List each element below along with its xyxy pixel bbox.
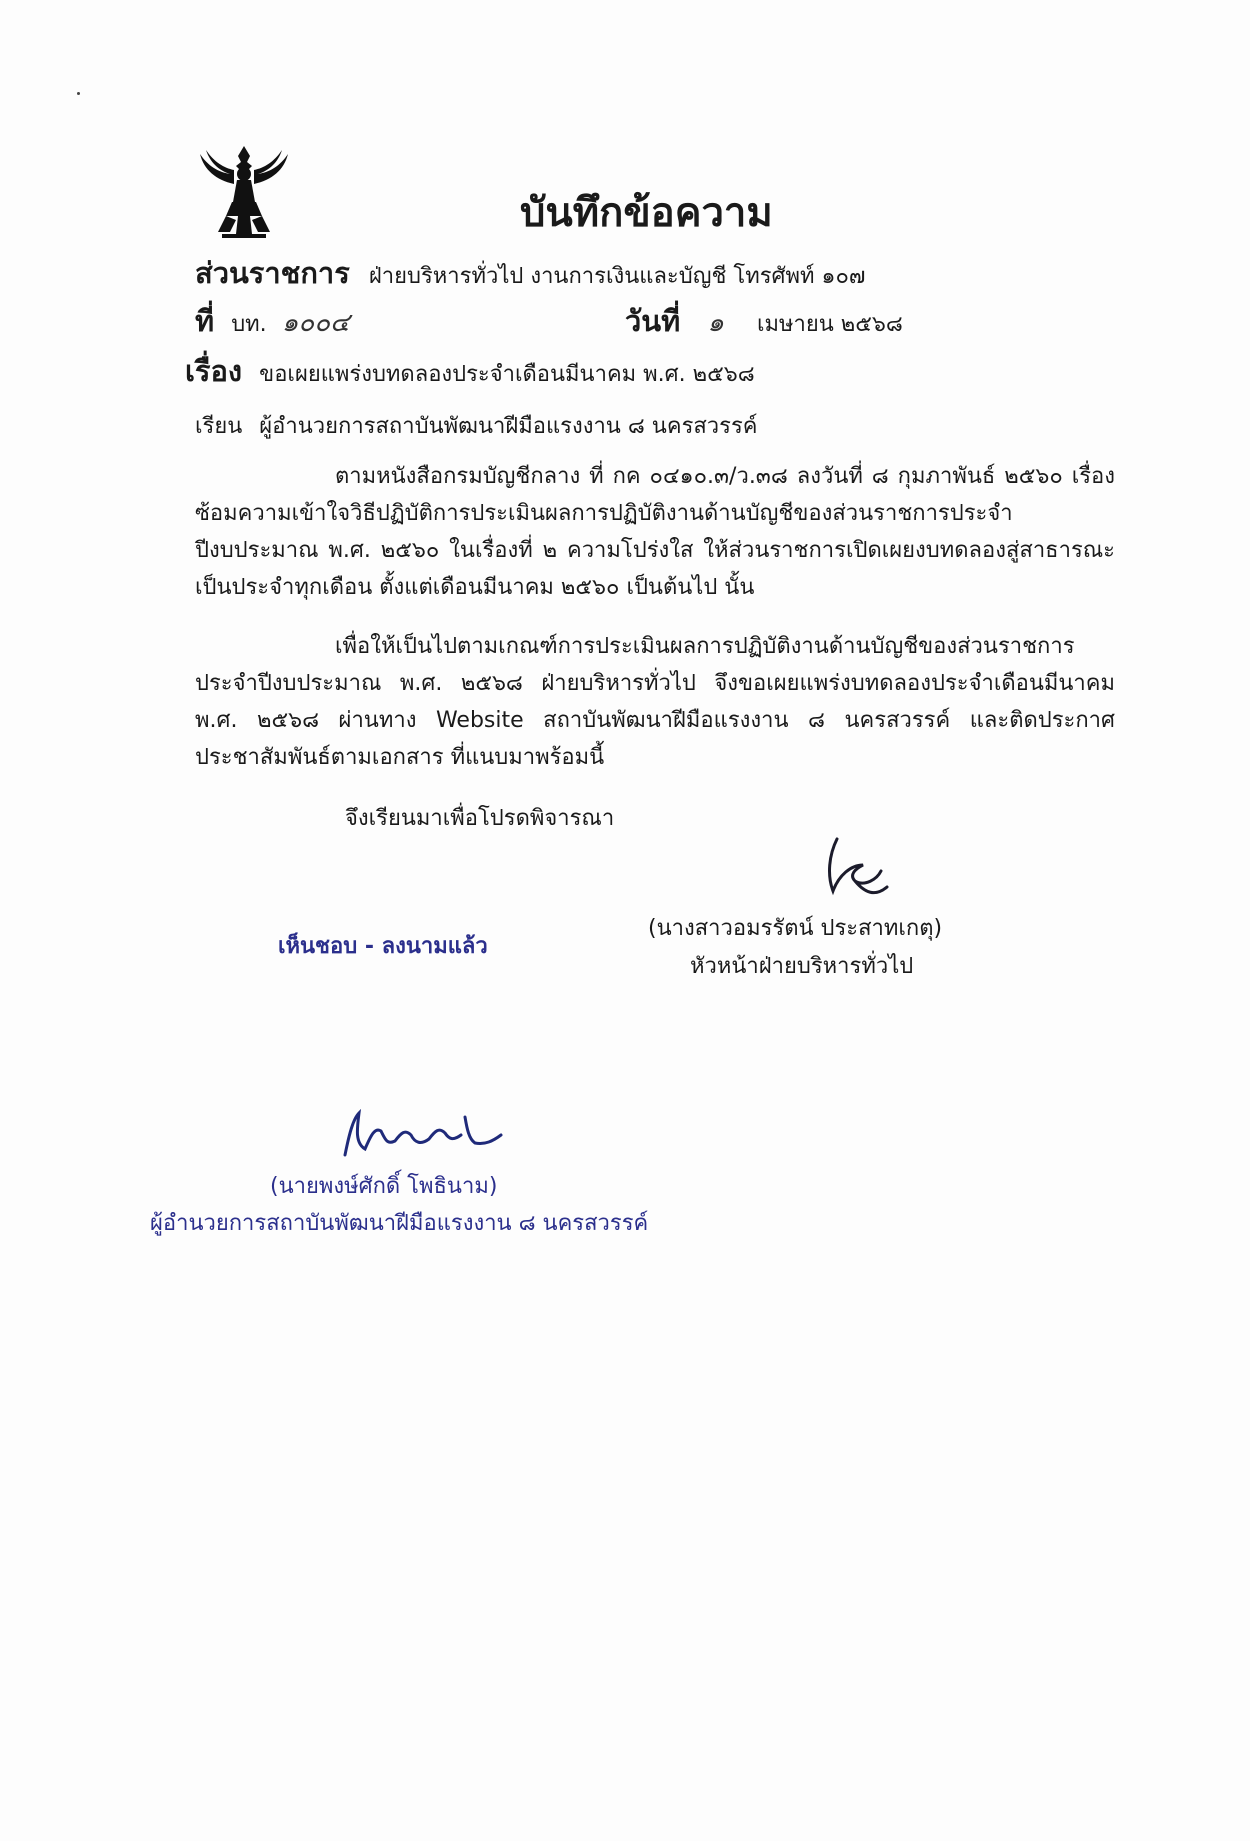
agency-label: ส่วนราชการ bbox=[195, 256, 350, 290]
approval-stamp: เห็นชอบ - ลงนามแล้ว bbox=[278, 934, 488, 959]
signer-position: หัวหน้าฝ่ายบริหารทั่วไป bbox=[690, 954, 914, 979]
speck bbox=[77, 92, 80, 95]
subject-line bbox=[185, 348, 755, 394]
date-label: วันที่ bbox=[625, 304, 681, 338]
subject-label: เรื่อง bbox=[185, 354, 243, 388]
agency-line bbox=[195, 250, 865, 296]
garuda-emblem-icon bbox=[196, 140, 292, 240]
director-name: (นายพงษ์ศักดิ์ โพธินาม) bbox=[270, 1174, 498, 1199]
date-month-year: เมษายน ๒๕๖๘ bbox=[756, 312, 903, 337]
director-position: ผู้อำนวยการสถาบันพัฒนาฝีมือแรงงาน ๘ นครสวรรค์ bbox=[150, 1211, 649, 1236]
reference-number: ๑๐๐๔ bbox=[281, 308, 350, 338]
body-paragraph-1 bbox=[195, 458, 1115, 606]
reference-label: ที่ bbox=[195, 304, 215, 338]
date-day: ๑ bbox=[707, 308, 724, 338]
signature-mark bbox=[815, 835, 895, 905]
director-signature bbox=[335, 1105, 505, 1165]
addressee-line bbox=[195, 408, 758, 443]
addressee-label: เรียน bbox=[195, 414, 243, 439]
paragraph-1-text: ตามหนังสือกรมบัญชีกลาง ที่ กค ๐๔๑๐.๓/ว.๓๘ ลงวันที่ ๘ กุมภาพันธ์ ๒๕๖๐ เรื่อง ซ้อมความเข้าใจวิธีปฏิบัติการประเมินผลการปฏิบัติงานด้านบัญชีของส่วนราชการประจำปีงบประมาณ พ.ศ. ๒๕๖๐ ในเรื่องที่ ๒ ความโปร่งใส ให้ส่วนราชการเปิดเผยงบทดลองสู่สาธารณะเป็นประจำทุกเดือน ตั้งแต่เดือนมีนาคม ๒๕๖๐ เป็นต้นไป นั้น bbox=[195, 464, 1115, 600]
closing-line: จึงเรียนมาเพื่อโปรดพิจารณา bbox=[345, 806, 615, 831]
body-paragraph-2 bbox=[195, 628, 1115, 776]
addressee-value: ผู้อำนวยการสถาบันพัฒนาฝีมือแรงงาน ๘ นครสวรรค์ bbox=[259, 414, 758, 439]
reference-prefix: บท. bbox=[231, 312, 267, 337]
paragraph-2-text: เพื่อให้เป็นไปตามเกณฑ์การประเมินผลการปฏิบัติงานด้านบัญชีของส่วนราชการประจำปีงบประมาณ พ.ศ. ๒๕๖๘ ฝ่ายบริหารทั่วไป จึงขอเผยแพร่งบทดลองประจำเดือนมีนาคม พ.ศ. ๒๕๖๘ ผ่านทาง Website สถาบันพัฒนาฝีมือแรงงาน ๘ นครสวรรค์ และติดประกาศประชาสัมพันธ์ตามเอกสาร ที่แนบมาพร้อมนี้ bbox=[195, 634, 1115, 770]
date-line bbox=[625, 298, 903, 344]
reference-line bbox=[195, 298, 350, 344]
memo-title: บันทึกข้อความ bbox=[520, 190, 773, 236]
subject-value: ขอเผยแพร่งบทดลองประจำเดือนมีนาคม พ.ศ. ๒๕๖๘ bbox=[259, 362, 755, 387]
agency-value: ฝ่ายบริหารทั่วไป งานการเงินและบัญชี โทรศัพท์ ๑๐๗ bbox=[368, 264, 866, 289]
signer-name: (นางสาวอมรรัตน์ ประสาทเกตุ) bbox=[648, 916, 943, 941]
